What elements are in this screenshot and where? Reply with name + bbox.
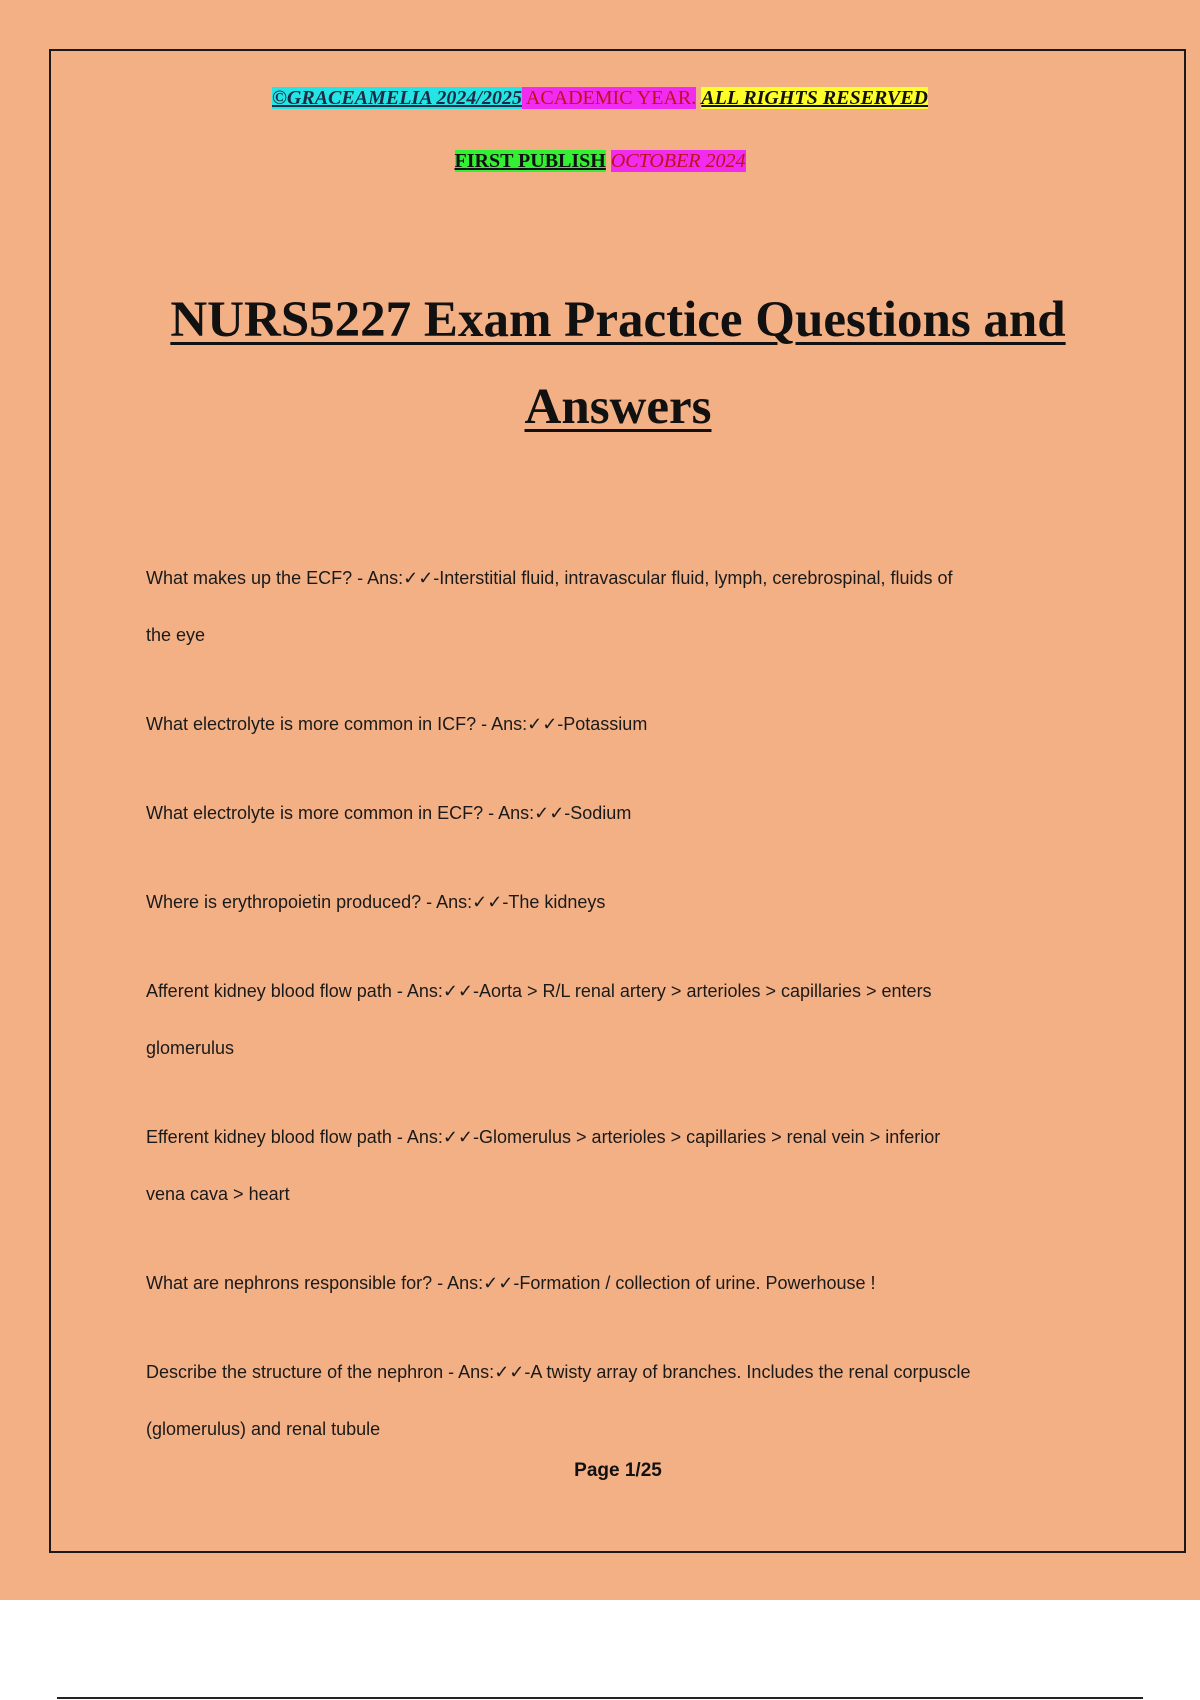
qa-item-line: Efferent kidney blood flow path - Ans:✓✓-Glomerulus > arterioles > capillaries > renal vein > inferior	[146, 1127, 941, 1147]
qa-item-line: vena cava > heart	[146, 1184, 290, 1204]
qa-item-line: the eye	[146, 625, 206, 645]
copyright-header	[0, 85, 1200, 111]
qa-item	[146, 1109, 1096, 1223]
qa-item	[146, 874, 1096, 931]
qa-list	[146, 550, 1096, 1490]
qa-item	[146, 963, 1096, 1077]
page-number: Page 1/25	[574, 1460, 662, 1481]
qa-item-line: Afferent kidney blood flow path - Ans:✓✓-Aorta > R/L renal artery > arterioles > capillaries > enters	[146, 981, 932, 1001]
qa-item-line: glomerulus	[146, 1038, 235, 1058]
qa-item-line: Describe the structure of the nephron - Ans:✓✓-A twisty array of branches. Includes the renal corpuscle	[146, 1362, 971, 1382]
document-title-line2: Answers	[524, 379, 712, 435]
qa-item	[146, 1344, 1096, 1458]
rights-text: ALL RIGHTS RESERVED	[701, 87, 929, 109]
bottom-divider	[57, 1697, 1143, 1699]
qa-item	[146, 550, 1096, 664]
qa-item	[146, 696, 1096, 753]
qa-item	[146, 785, 1096, 842]
publish-header	[0, 148, 1200, 174]
qa-item-line: What are nephrons responsible for? - Ans:✓✓-Formation / collection of urine. Powerhouse !	[146, 1273, 876, 1293]
qa-item-line: What electrolyte is more common in ICF? - Ans:✓✓-Potassium	[146, 714, 648, 734]
qa-item-line: (glomerulus) and renal tubule	[146, 1419, 381, 1439]
qa-item-line: What electrolyte is more common in ECF? - Ans:✓✓-Sodium	[146, 803, 632, 823]
copyright-text: ©GRACEAMELIA 2024/2025	[271, 87, 522, 109]
qa-item-line: Where is erythropoietin produced? - Ans:✓✓-The kidneys	[146, 892, 606, 912]
first-publish-text: FIRST PUBLISH	[454, 150, 606, 172]
document-title-line1: NURS5227 Exam Practice Questions and	[170, 292, 1066, 348]
publish-date-text: OCTOBER 2024	[610, 150, 746, 172]
qa-item-line: What makes up the ECF? - Ans:✓✓-Interstitial fluid, intravascular fluid, lymph, cerebrospinal, fluids of	[146, 568, 953, 588]
qa-item	[146, 1255, 1096, 1312]
academic-year-text: ACADEMIC YEAR.	[521, 87, 697, 109]
